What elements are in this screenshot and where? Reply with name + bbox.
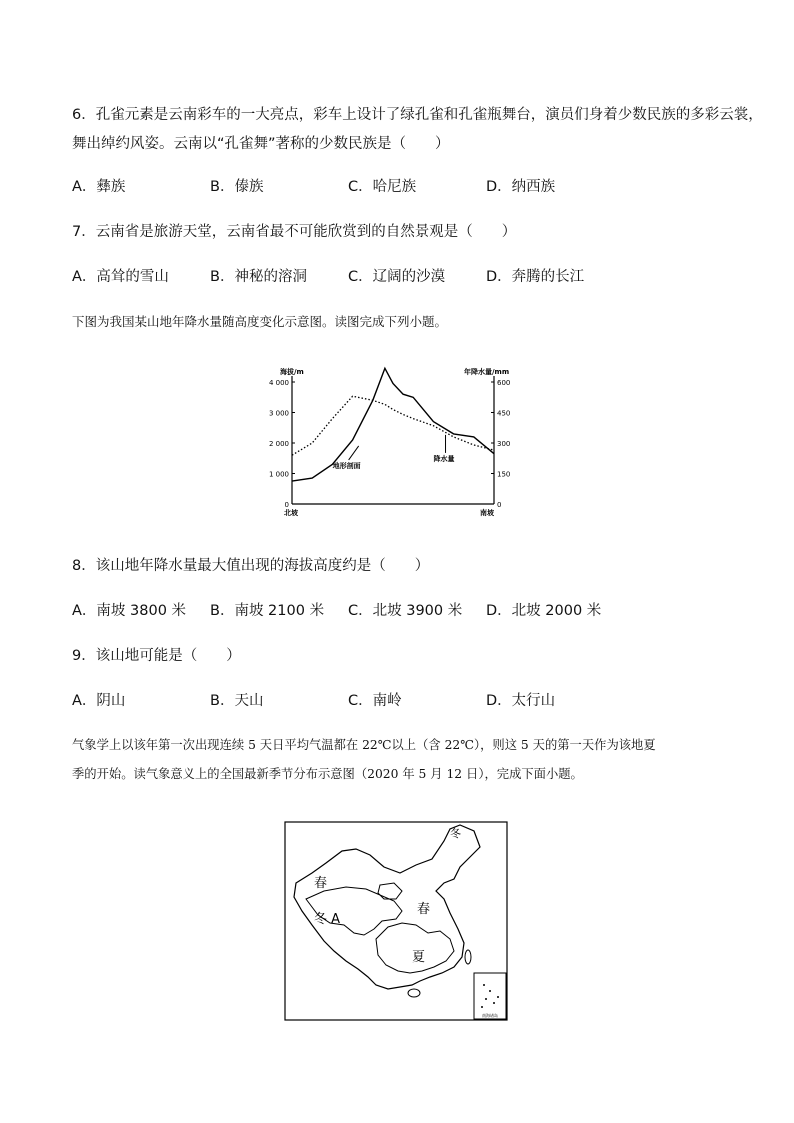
q9-stem: 9．该山地可能是（ ）	[72, 648, 241, 664]
q9-option-a[interactable]: A．阴山	[72, 693, 126, 709]
map-label-spring-east: 春	[417, 902, 431, 917]
terrain-series-label: 地形剖面	[332, 461, 361, 470]
q7-option-c[interactable]: C．辽阔的沙漠	[348, 269, 446, 285]
q8-option-a[interactable]: A．南坡 3800 米	[72, 603, 187, 619]
precip-series-label: 降水量	[433, 454, 455, 463]
map-label-summer: 夏	[412, 950, 426, 965]
q6-option-b[interactable]: B．傣族	[210, 179, 264, 195]
right-tick-label: 300	[497, 440, 511, 448]
left-tick-label: 4 000	[268, 379, 289, 387]
intro-summer-line1: 气象学上以该年第一次出现连续 5 天日平均气温都在 22℃以上（含 22℃），则这 5 天的第一天作为该地夏	[72, 738, 656, 752]
right-axis-title: 年降水量/mm	[464, 368, 510, 376]
intro-precipitation-figure: 下图为我国某山地年降水量随高度变化示意图。读图完成下列小题。	[72, 314, 448, 329]
q6-option-a[interactable]: A．彝族	[72, 179, 126, 195]
map-label-winter-a: 冬 A	[314, 912, 341, 927]
q8-stem: 8．该山地年降水量最大值出现的海拔高度约是（ ）	[72, 558, 430, 574]
q7-stem: 7．云南省是旅游天堂，云南省最不可能欣赏到的自然景观是（ ）	[72, 224, 517, 240]
map-label-spring-west: 春	[314, 876, 328, 891]
chart-axes	[292, 376, 494, 504]
map-label-winter-ne: 冬	[450, 827, 461, 840]
right-tick-label: 600	[497, 379, 511, 387]
q6-stem-line1: 6．孔雀元素是云南彩车的一大亮点，彩车上设计了绿孔雀和孔雀瓶舞台，演员们身着少数民族的多彩云裳，	[72, 107, 763, 123]
terrain-profile-line	[292, 368, 494, 481]
hainan-island	[408, 989, 420, 997]
q7-option-d[interactable]: D．奔腾的长江	[486, 269, 585, 285]
q8-option-c[interactable]: C．北坡 3900 米	[348, 603, 463, 619]
china-season-map	[284, 821, 508, 1021]
q9-option-b[interactable]: B．天山	[210, 693, 264, 709]
q6-option-c[interactable]: C．哈尼族	[348, 179, 417, 195]
left-tick-label: 2 000	[268, 440, 289, 448]
precipitation-elevation-chart	[262, 358, 532, 528]
q9-option-c[interactable]: C．南岭	[348, 693, 402, 709]
right-tick-label: 150	[497, 470, 511, 479]
x-right-label: 南坡	[480, 509, 494, 517]
left-tick-label: 1 000	[268, 470, 289, 479]
left-tick-label: 3 000	[268, 409, 289, 418]
taiwan-island	[465, 950, 471, 964]
q7-option-a[interactable]: A．高耸的雪山	[72, 269, 169, 285]
intro-summer-line2: 季的开始。读气象意义上的全国最新季节分布示意图（2020 年 5 月 12 日），完成下面小题。	[72, 767, 583, 781]
q8-option-b[interactable]: B．南坡 2100 米	[210, 603, 325, 619]
precipitation-line	[292, 396, 494, 455]
q9-option-d[interactable]: D．太行山	[486, 693, 556, 709]
q6-option-d[interactable]: D．纳西族	[486, 179, 556, 195]
q7-option-b[interactable]: B．神秘的溶洞	[210, 269, 307, 285]
left-tick-label: 0	[284, 501, 289, 509]
right-tick-label: 0	[497, 501, 502, 509]
q8-option-d[interactable]: D．北坡 2000 米	[486, 603, 602, 619]
q6-stem-line2: 舞出绰约风姿。云南以“孔雀舞”著称的少数民族是（ ）	[72, 136, 450, 152]
x-left-label: 北坡	[284, 509, 298, 517]
inset-label: 南海诸岛	[482, 1013, 498, 1018]
terrain-label-leader	[349, 446, 359, 460]
left-axis-title: 海拔/m	[280, 368, 304, 376]
right-tick-label: 450	[497, 409, 511, 418]
